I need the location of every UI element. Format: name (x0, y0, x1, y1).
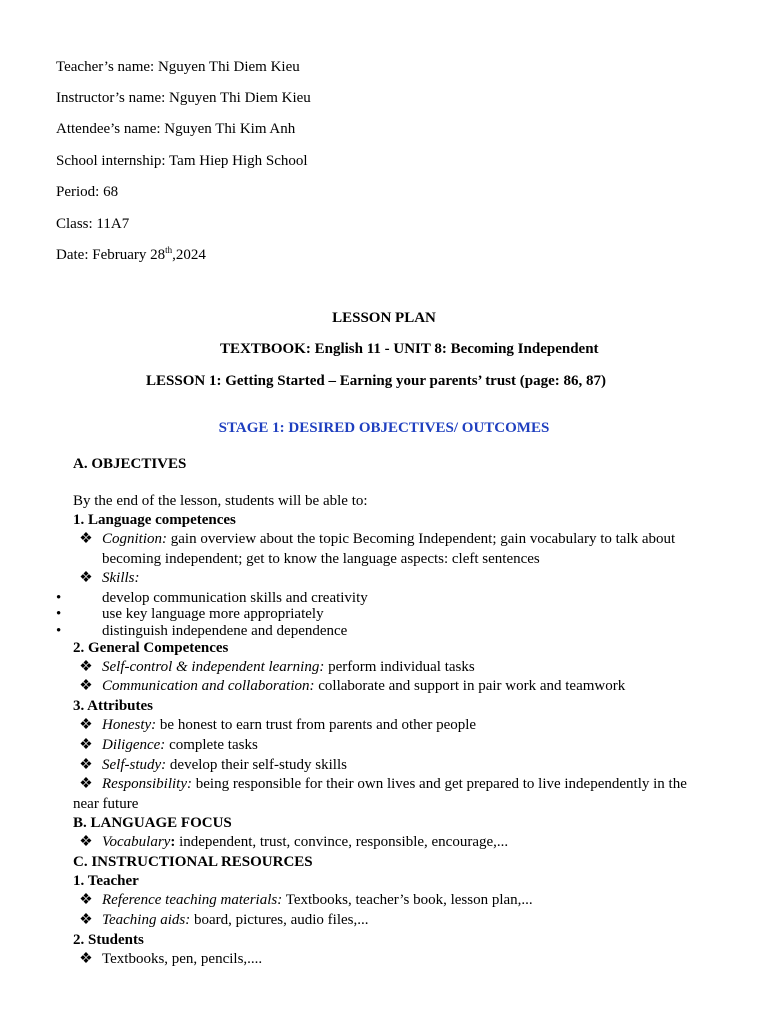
lesson-title: LESSON 1: Getting Started – Earning your parents’ trust (page: 86, 87) (146, 373, 607, 389)
diamond-bullet-icon: ❖ (79, 531, 93, 547)
vocabulary-colon: : (170, 834, 176, 850)
cognition-label: Cognition: (102, 531, 168, 547)
skill-item: develop communication skills and creativity (102, 590, 368, 606)
general-competences-heading: 2. General Competences (73, 640, 229, 656)
dot-bullet-icon: • (56, 623, 62, 639)
communication-label: Communication and collaboration: (102, 678, 315, 694)
diamond-bullet-icon: ❖ (79, 834, 93, 850)
school-internship: School internship: Tam Hiep High School (56, 153, 308, 169)
diamond-bullet-icon: ❖ (79, 659, 93, 675)
date-suffix: ,2024 (172, 247, 206, 263)
period: Period: 68 (56, 184, 119, 200)
textbook-title: TEXTBOOK: English 11 - UNIT 8: Becoming Independent (220, 341, 599, 357)
skill-item: use key language more appropriately (102, 606, 324, 622)
students-resources-item: Textbooks, pen, pencils,.... (102, 951, 263, 967)
dot-bullet-icon: • (56, 606, 62, 622)
reference-materials-label: Reference teaching materials: (102, 892, 283, 908)
instructor-name: Instructor’s name: Nguyen Thi Diem Kieu (56, 90, 311, 106)
diligence-item (102, 736, 258, 754)
diamond-bullet-icon: ❖ (79, 951, 93, 967)
diligence-label: Diligence: (102, 737, 166, 753)
teacher-heading: 1. Teacher (73, 873, 139, 889)
lesson-plan-title: LESSON PLAN (332, 310, 436, 326)
honesty-text: be honest to earn trust from parents and other people (156, 717, 477, 733)
date-sup: th (165, 245, 173, 255)
self-study-label: Self-study: (102, 757, 167, 773)
vocabulary-label: Vocabulary (102, 834, 171, 850)
communication-item (102, 677, 625, 695)
self-control-text: perform individual tasks (324, 659, 475, 675)
teacher-name: Teacher’s name: Nguyen Thi Diem Kieu (56, 59, 300, 75)
self-control-label: Self-control & independent learning: (102, 659, 325, 675)
responsibility-item (102, 775, 687, 793)
date-prefix: Date: February 28 (56, 247, 166, 263)
self-control-item (102, 658, 475, 676)
skills-label: Skills: (102, 570, 140, 586)
diligence-text: complete tasks (165, 737, 258, 753)
stage-title: STAGE 1: DESIRED OBJECTIVES/ OUTCOMES (218, 420, 550, 436)
objectives-intro: By the end of the lesson, students will be able to: (73, 493, 368, 509)
diamond-bullet-icon: ❖ (79, 678, 93, 694)
language-competences-heading: 1. Language competences (73, 512, 236, 528)
cognition-text-line2: becoming independent; get to know the language aspects: cleft sentences (102, 551, 540, 567)
diamond-bullet-icon: ❖ (79, 776, 93, 792)
students-heading: 2. Students (73, 932, 144, 948)
skill-item: distinguish independene and dependence (102, 623, 348, 639)
dot-bullet-icon: • (56, 590, 62, 606)
attributes-heading: 3. Attributes (73, 698, 153, 714)
teaching-aids-text: board, pictures, audio files,... (190, 912, 369, 928)
cognition-text: gain overview about the topic Becoming Independent; gain vocabulary to talk about (167, 531, 676, 547)
teaching-aids-label: Teaching aids: (102, 912, 191, 928)
diamond-bullet-icon: ❖ (79, 912, 93, 928)
honesty-label: Honesty: (102, 717, 157, 733)
honesty-item (102, 716, 476, 734)
communication-text: collaborate and support in pair work and teamwork (314, 678, 626, 694)
vocabulary-text: independent, trust, convince, responsible, encourage,... (175, 834, 509, 850)
reference-materials-item (102, 891, 533, 909)
cognition-item (102, 530, 675, 548)
diamond-bullet-icon: ❖ (79, 757, 93, 773)
responsibility-text: being responsible for their own lives and get prepared to live independently in the (192, 776, 687, 792)
reference-materials-text: Textbooks, teacher’s book, lesson plan,... (282, 892, 533, 908)
diamond-bullet-icon: ❖ (79, 737, 93, 753)
attendee-name: Attendee’s name: Nguyen Thi Kim Anh (56, 121, 296, 137)
teaching-aids-item (102, 911, 369, 929)
language-focus-heading: B. LANGUAGE FOCUS (73, 815, 232, 831)
instructional-resources-heading: C. INSTRUCTIONAL RESOURCES (73, 854, 313, 870)
vocabulary-item (102, 833, 508, 851)
responsibility-text-line2: near future (73, 796, 139, 812)
diamond-bullet-icon: ❖ (79, 570, 93, 586)
date (56, 246, 206, 264)
self-study-text: develop their self-study skills (166, 757, 347, 773)
diamond-bullet-icon: ❖ (79, 717, 93, 733)
class: Class: 11A7 (56, 216, 130, 232)
responsibility-label: Responsibility: (102, 776, 192, 792)
objectives-heading: A. OBJECTIVES (73, 456, 187, 472)
self-study-item (102, 756, 347, 774)
diamond-bullet-icon: ❖ (79, 892, 93, 908)
